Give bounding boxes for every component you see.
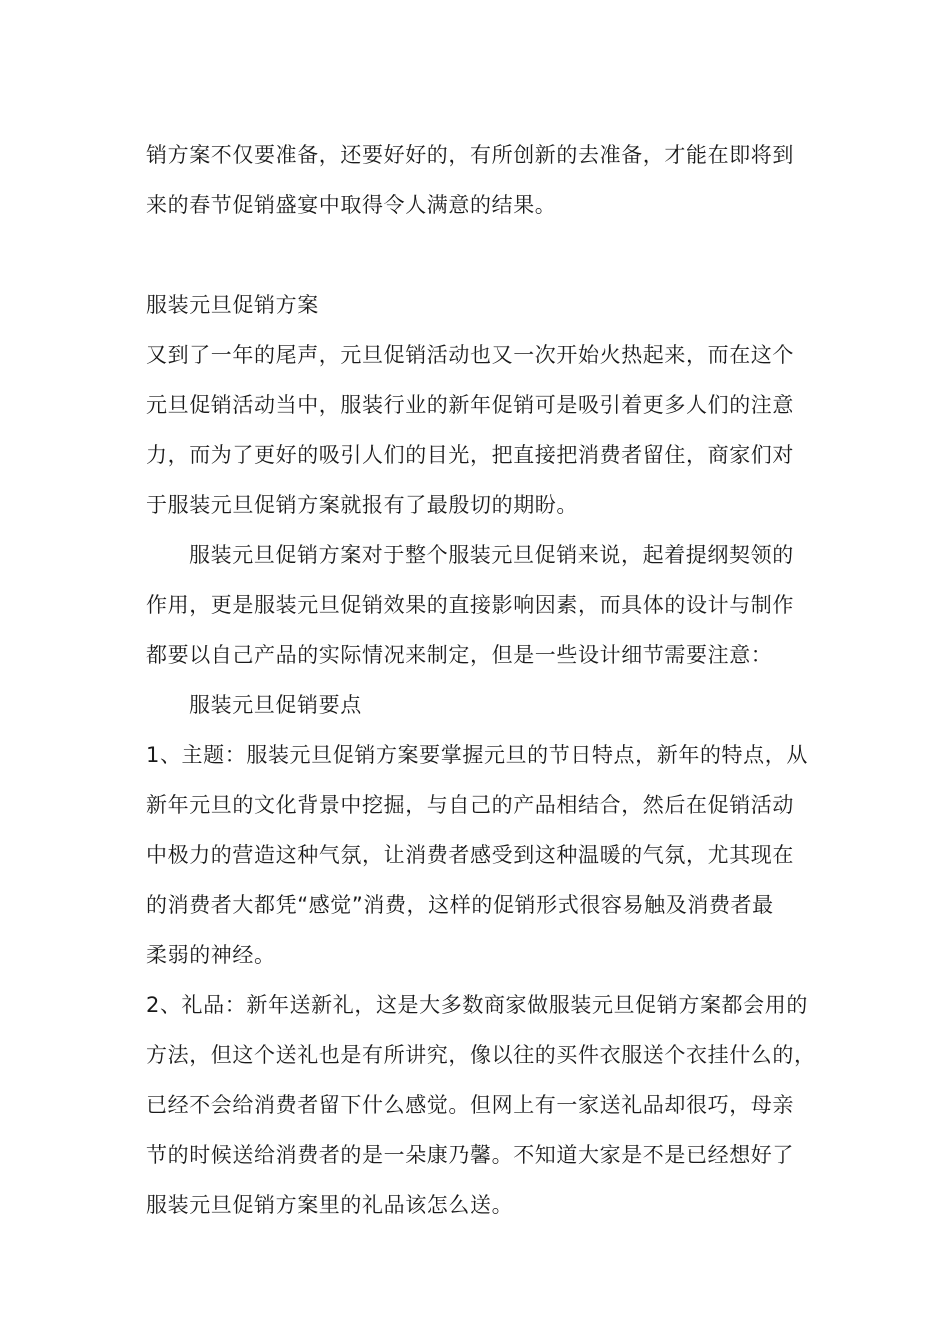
text-line: 2、礼品：新年送新礼，这是大多数商家做服装元旦促销方案都会用的 [146,993,808,1017]
intro-paragraph [146,130,846,230]
paragraph-1 [146,330,846,530]
text-line: 都要以自己产品的实际情况来制定，但是一些设计细节需要注意： [146,643,773,667]
text-line: 中极力的营造这种气氛，让消费者感受到这种温暖的气氛，尤其现在 [146,843,794,867]
text-line: 柔弱的神经。 [146,943,276,967]
point-1 [146,730,846,980]
text-line: 已经不会给消费者留下什么感觉。但网上有一家送礼品却很巧，母亲 [146,1093,794,1117]
text-line: 服装元旦促销方案里的礼品该怎么送。 [146,1193,514,1217]
section-title: 服装元旦促销方案 [146,293,319,317]
text-line: 元旦促销活动当中，服装行业的新年促销可是吸引着更多人们的注意 [146,393,794,417]
text-line: 1、主题：服装元旦促销方案要掌握元旦的节日特点，新年的特点，从 [146,743,808,767]
text-line: 方法，但这个送礼也是有所讲究，像以往的买件衣服送个衣挂什么的， [146,1043,816,1067]
text-line: 来的春节促销盛宴中取得令人满意的结果。 [146,193,557,217]
text-line: 于服装元旦促销方案就报有了最殷切的期盼。 [146,493,578,517]
spacer [146,230,846,280]
text-line: 又到了一年的尾声，元旦促销活动也又一次开始火热起来，而在这个 [146,343,794,367]
text-line: 销方案不仅要准备，还要好好的，有所创新的去准备，才能在即将到 [146,143,794,167]
point-2 [146,980,846,1230]
text-line: 节的时候送给消费者的是一朵康乃馨。不知道大家是不是已经想好了 [146,1143,794,1167]
document-page [146,130,846,1230]
paragraph-2 [146,530,846,680]
text-line: 新年元旦的文化背景中挖掘，与自己的产品相结合，然后在促销活动 [146,793,794,817]
text-line: 的消费者大都凭“感觉”消费，这样的促销形式很容易触及消费者最 [146,893,774,917]
text-line: 力，而为了更好的吸引人们的目光，把直接把消费者留住，商家们对 [146,443,794,467]
subheading: 服装元旦促销要点 [189,693,362,717]
text-line: 作用，更是服装元旦促销效果的直接影响因素，而具体的设计与制作 [146,593,794,617]
text-line: 服装元旦促销方案对于整个服装元旦促销来说，起着提纲契领的 [189,543,794,567]
